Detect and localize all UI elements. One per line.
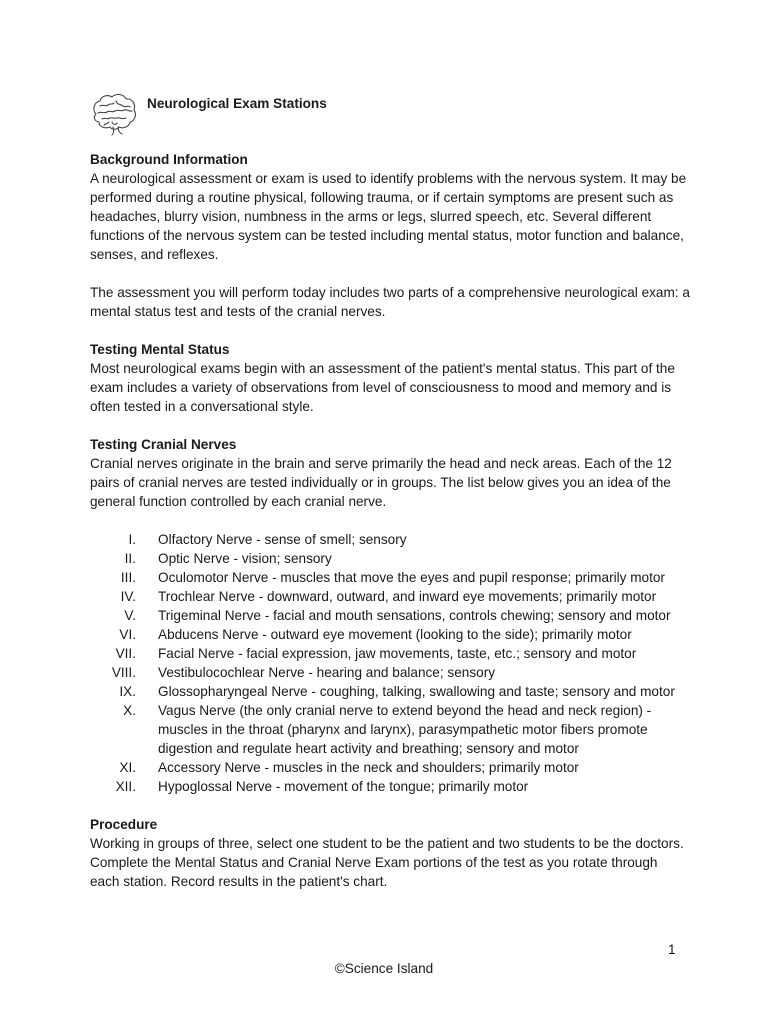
procedure-paragraph: Working in groups of three, select one student to be the patient and two students to be the doctors. Complete the Mental Status and Cranial Nerve Exam portions of the test as you rotate through each station. Record results in the patient's chart. <box>90 836 684 889</box>
list-item-text: Optic Nerve - vision; sensory <box>158 551 332 566</box>
section-heading-cranial-nerves: Testing Cranial Nerves <box>90 437 237 452</box>
document-body <box>90 150 690 891</box>
list-item-text: Facial Nerve - facial expression, jaw movements, taste, etc.; sensory and motor <box>158 646 637 661</box>
list-item <box>90 644 690 663</box>
section-heading-background: Background Information <box>90 152 248 167</box>
list-item <box>90 568 690 587</box>
list-item-text: Trochlear Nerve - downward, outward, and inward eye movements; primarily motor <box>158 589 657 604</box>
cranial-nerve-list <box>90 530 690 796</box>
list-item-text: Oculomotor Nerve - muscles that move the eyes and pupil response; primarily motor <box>158 570 665 585</box>
list-item <box>90 663 690 682</box>
document-header <box>90 92 490 140</box>
background-paragraph-2: The assessment you will perform today includes two parts of a comprehensive neurological exam: a mental status test and tests of the cranial nerves. <box>90 285 690 319</box>
list-item-number: VIII. <box>111 665 136 680</box>
copyright-footer: ©Science Island <box>334 961 434 976</box>
list-item-number: IX. <box>119 684 136 699</box>
list-item-text: Hypoglossal Nerve - movement of the tongue; primarily motor <box>158 779 529 794</box>
list-item-number: V. <box>124 608 136 623</box>
list-item-number: II. <box>124 551 136 566</box>
list-item-number: VII. <box>115 646 136 661</box>
list-item <box>90 606 690 625</box>
list-item <box>90 777 690 796</box>
cranial-nerves-paragraph: Cranial nerves originate in the brain and serve primarily the head and neck areas. Each of the 12 pairs of cranial nerves are tested individually or in groups. The list below gives you an idea of the general function controlled by each cranial nerve. <box>90 456 672 509</box>
list-item-number: IV. <box>120 589 136 604</box>
list-item-text: Glossopharyngeal Nerve - coughing, talking, swallowing and taste; sensory and motor <box>158 684 675 699</box>
section-heading-procedure: Procedure <box>90 817 158 832</box>
list-item-number: XI. <box>119 760 136 775</box>
list-item-text: Accessory Nerve - muscles in the neck and shoulders; primarily motor <box>158 760 579 775</box>
list-item-text: Abducens Nerve - outward eye movement (looking to the side); primarily motor <box>158 627 632 642</box>
list-item <box>90 625 690 644</box>
page-title: Neurological Exam Stations <box>147 96 327 111</box>
list-item <box>90 682 690 701</box>
list-item <box>90 530 690 549</box>
list-item-number: X. <box>123 703 136 718</box>
list-item <box>90 701 690 758</box>
background-paragraph-1: A neurological assessment or exam is used to identify problems with the nervous system. It may be performed during a routine physical, following trauma, or if certain symptoms are present such as headaches, blurry vision, numbness in the arms or legs, slurred speech, etc. Several different functions of the nervous system can be tested including mental status, motor function and balance, senses, and reflexes. <box>90 171 687 262</box>
list-item-text: Olfactory Nerve - sense of smell; sensory <box>158 532 407 547</box>
list-item-number: VI. <box>119 627 136 642</box>
list-item <box>90 758 690 777</box>
list-item <box>90 587 690 606</box>
page-number: 1 <box>668 942 676 957</box>
list-item-text: Vagus Nerve (the only cranial nerve to extend beyond the head and neck region) - muscles in the throat (pharynx and larynx), parasympathetic motor fibers promote digestion and regulate heart activity and breathing; sensory and motor <box>158 703 652 756</box>
list-item-number: III. <box>120 570 136 585</box>
list-item-text: Trigeminal Nerve - facial and mouth sensations, controls chewing; sensory and motor <box>158 608 671 623</box>
list-item <box>90 549 690 568</box>
list-item-number: XII. <box>115 779 136 794</box>
section-heading-mental-status: Testing Mental Status <box>90 342 230 357</box>
mental-status-paragraph: Most neurological exams begin with an assessment of the patient's mental status. This part of the exam includes a variety of observations from level of consciousness to mood and memory and is often tested in a conversational style. <box>90 361 675 414</box>
list-item-number: I. <box>128 532 136 547</box>
list-item-text: Vestibulocochlear Nerve - hearing and balance; sensory <box>158 665 496 680</box>
brain-icon <box>90 92 138 136</box>
